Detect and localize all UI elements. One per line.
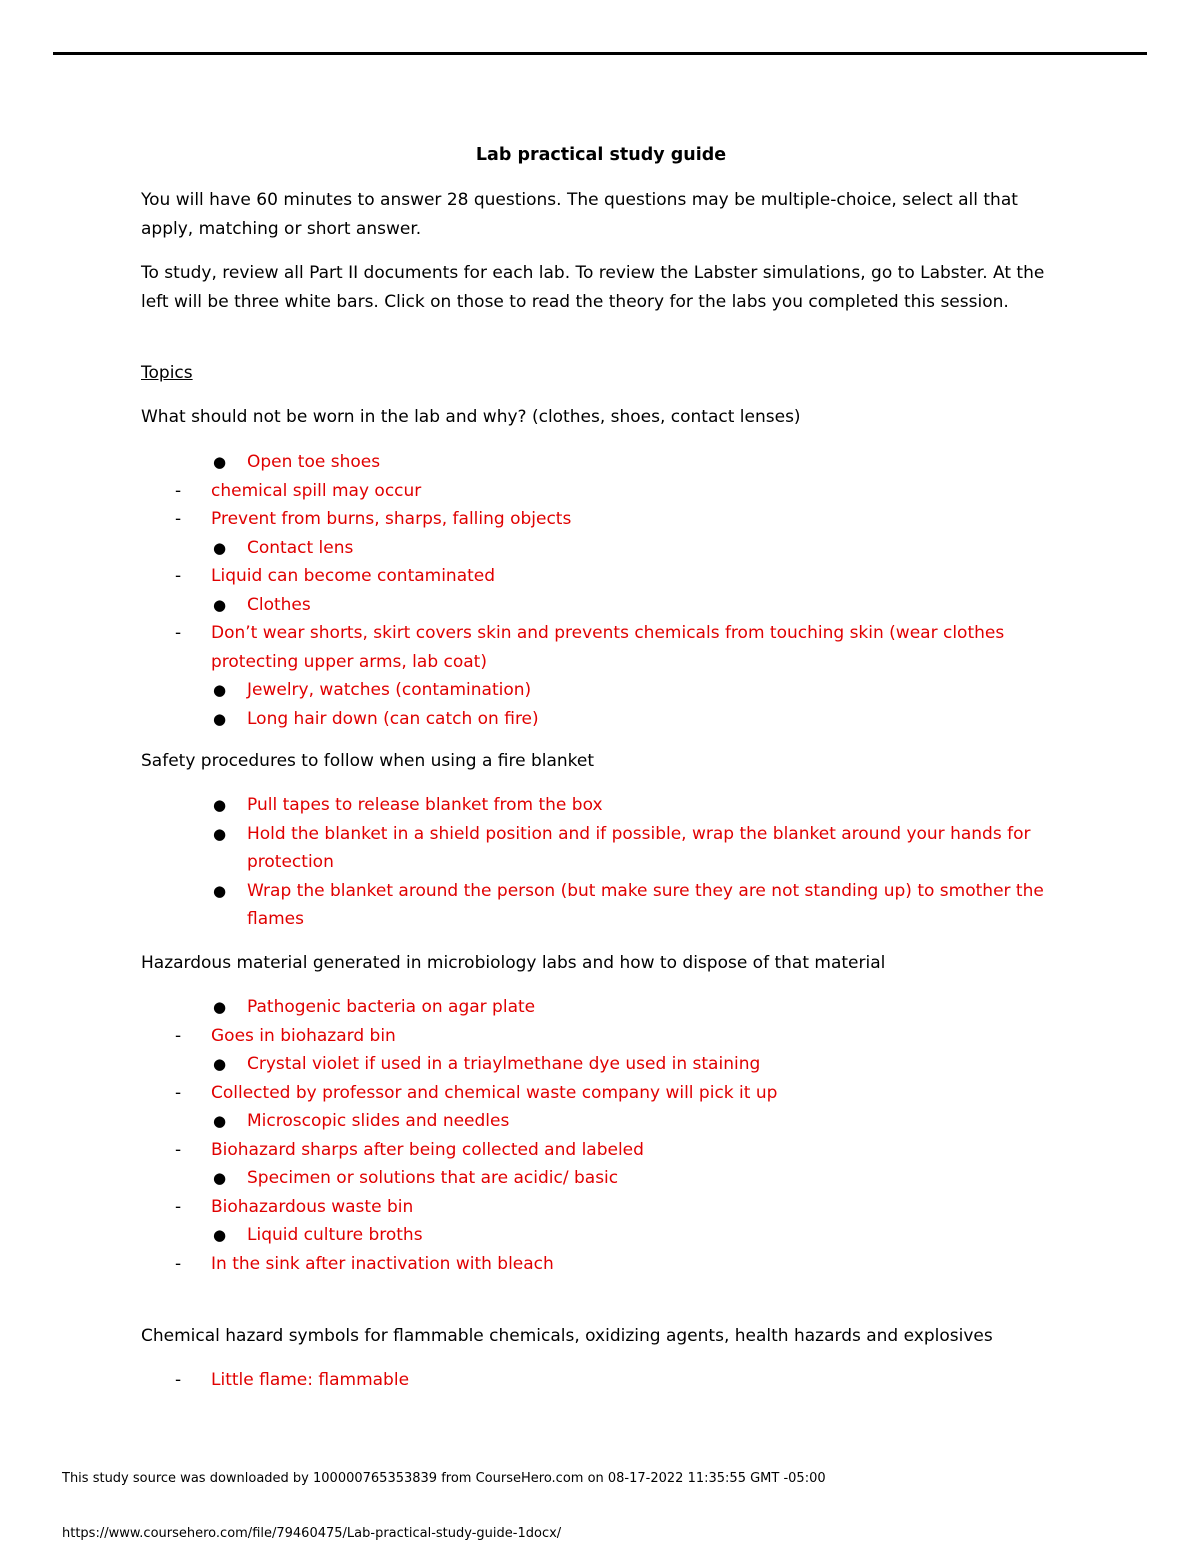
- bullet-item: [141, 591, 1061, 620]
- bullet-marker: ●: [213, 453, 227, 471]
- question-3: Hazardous material generated in microbiology labs and how to dispose of that material: [141, 953, 886, 973]
- item-text: Crystal violet if used in a triaylmethane dye used in staining: [247, 1054, 761, 1074]
- dash-marker: -: [175, 509, 182, 529]
- item-text: Biohazard sharps after being collected and labeled: [211, 1139, 644, 1160]
- bullet-marker: ●: [213, 796, 227, 814]
- bullet-marker: ●: [213, 1112, 227, 1130]
- bullet-item: [141, 1221, 1061, 1250]
- dash-marker: -: [175, 1253, 182, 1274]
- bullet-item: [141, 1164, 1061, 1193]
- bullet-marker: ●: [213, 998, 227, 1016]
- bullet-item: [141, 448, 1061, 477]
- dash-marker: -: [175, 1370, 182, 1390]
- item-text: Contact lens: [247, 537, 354, 558]
- question-4: Chemical hazard symbols for flammable chemicals, oxidizing agents, health hazards and explosives: [141, 1326, 993, 1346]
- intro-paragraph-1: You will have 60 minutes to answer 28 questions. The questions may be multiple-choice, select all that apply, matching or short answer.: [141, 190, 1018, 239]
- item-text: Goes in biohazard bin: [211, 1025, 396, 1046]
- item-text: Hold the blanket in a shield position and if possible, wrap the blanket around your hands for protection: [247, 823, 1031, 872]
- bullet-item: [141, 791, 1061, 820]
- dash-marker: -: [175, 1025, 182, 1046]
- dash-item: [141, 1079, 1061, 1108]
- dash-item: [141, 505, 1061, 534]
- bullet-item: [141, 820, 1061, 877]
- bullet-item: [141, 676, 1061, 705]
- bullet-marker: ●: [213, 1055, 227, 1073]
- download-source-note: This study source was downloaded by 100000765353839 from CourseHero.com on 08-17-2022 11:35:55 GMT -05:00: [62, 1471, 826, 1486]
- item-text: Wrap the blanket around the person (but make sure they are not standing up) to smother the flames: [247, 880, 1044, 929]
- question-1: What should not be worn in the lab and why? (clothes, shoes, contact lenses): [141, 407, 801, 427]
- answer-list-4: [141, 1366, 1061, 1395]
- item-text: Biohazardous waste bin: [211, 1196, 414, 1217]
- dash-item: [141, 1250, 1061, 1279]
- page-title: Lab practical study guide: [475, 145, 727, 165]
- item-text: chemical spill may occur: [211, 480, 422, 501]
- answer-list-2: [141, 791, 1061, 934]
- item-text: Liquid culture broths: [247, 1225, 423, 1245]
- item-text: Pathogenic bacteria on agar plate: [247, 997, 536, 1017]
- answer-list-3: [141, 993, 1061, 1278]
- item-text: Microscopic slides and needles: [247, 1111, 510, 1131]
- item-text: Specimen or solutions that are acidic/ basic: [247, 1168, 619, 1188]
- dash-item: [141, 619, 1061, 676]
- bullet-item: [141, 705, 1061, 734]
- dash-item: [141, 1193, 1061, 1222]
- dash-marker: -: [175, 623, 182, 643]
- bullet-item: [141, 993, 1061, 1022]
- item-text: Collected by professor and chemical waste company will pick it up: [211, 1082, 778, 1103]
- item-text: Open toe shoes: [247, 452, 381, 472]
- bullet-marker: ●: [213, 881, 227, 900]
- dash-marker: -: [175, 1139, 182, 1160]
- item-text: Don’t wear shorts, skirt covers skin and prevents chemicals from touching skin (wear clothes protecting upper arms, lab coat): [211, 623, 1005, 672]
- bullet-marker: ●: [213, 1169, 227, 1187]
- item-text: Jewelry, watches (contamination): [247, 680, 532, 700]
- answer-list-1: [141, 448, 1061, 733]
- item-text: In the sink after inactivation with bleach: [211, 1253, 554, 1274]
- bullet-item: [141, 1050, 1061, 1079]
- dash-marker: -: [175, 1082, 182, 1103]
- bullet-item: [141, 534, 1061, 563]
- bullet-marker: ●: [213, 824, 227, 843]
- dash-item: [141, 1136, 1061, 1165]
- bullet-marker: ●: [213, 595, 227, 614]
- bullet-marker: ●: [213, 681, 227, 699]
- topics-heading: Topics: [141, 363, 193, 383]
- bullet-item: [141, 877, 1061, 934]
- dash-item: [141, 562, 1061, 591]
- item-text: Clothes: [247, 594, 311, 615]
- bullet-item: [141, 1107, 1061, 1136]
- item-text: Little flame: flammable: [211, 1370, 410, 1390]
- bullet-marker: ●: [213, 709, 227, 728]
- intro-paragraph-2: To study, review all Part II documents for each lab. To review the Labster simulations, go to Labster. At the left will be three white bars. Click on those to read the theory for the labs you completed this session.: [141, 263, 1045, 312]
- dash-item: [141, 1366, 1061, 1395]
- item-text: Long hair down (can catch on fire): [247, 708, 539, 729]
- dash-marker: -: [175, 480, 182, 501]
- source-url: https://www.coursehero.com/file/79460475/Lab-practical-study-guide-1docx/: [62, 1526, 562, 1541]
- question-2: Safety procedures to follow when using a fire blanket: [141, 751, 595, 771]
- bullet-marker: ●: [213, 1226, 227, 1244]
- item-text: Pull tapes to release blanket from the box: [247, 795, 603, 815]
- item-text: Prevent from burns, sharps, falling objects: [211, 509, 572, 529]
- dash-marker: -: [175, 566, 182, 586]
- dash-item: [141, 1022, 1061, 1051]
- item-text: Liquid can become contaminated: [211, 566, 496, 586]
- bullet-marker: ●: [213, 538, 227, 557]
- dash-item: [141, 477, 1061, 506]
- top-rule: [53, 52, 1147, 55]
- dash-marker: -: [175, 1196, 182, 1217]
